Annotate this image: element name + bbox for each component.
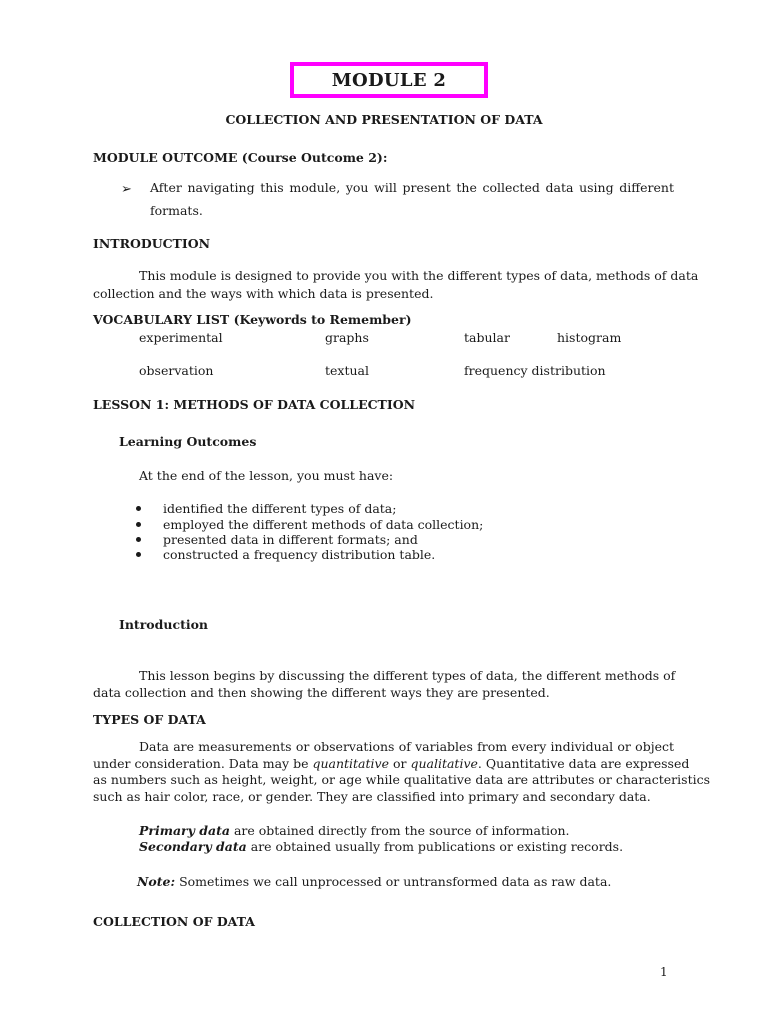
module-outcome-heading: MODULE OUTCOME (Course Outcome 2): — [93, 150, 388, 165]
vocab-term: observation — [139, 363, 214, 378]
vocab-term: histogram — [557, 330, 622, 345]
raw-data-note: Note: Sometimes we call unprocessed or untransformed data as raw data. — [137, 874, 612, 889]
learning-outcomes-lead: At the end of the lesson, you must have: — [139, 468, 394, 483]
lesson1-heading: LESSON 1: METHODS OF DATA COLLECTION — [93, 397, 416, 412]
vocab-term: graphs — [325, 330, 369, 345]
lesson-intro-heading: Introduction — [119, 617, 209, 632]
introduction-heading: INTRODUCTION — [93, 236, 211, 251]
vocab-term: tabular — [464, 330, 510, 345]
module-outcome-line1: After navigating this module, you will present the collected data using different — [150, 180, 674, 195]
types-para-line3: as numbers such as height, weight, or age while qualitative data are attributes or characteristics — [93, 772, 711, 787]
outcome-item: constructed a frequency distribution table. — [163, 547, 436, 562]
module-title: MODULE 2 — [290, 62, 488, 98]
outcome-item: employed the different methods of data collection; — [163, 517, 484, 532]
lesson-intro-line2: data collection and then showing the different ways they are presented. — [93, 685, 550, 700]
document-title: COLLECTION AND PRESENTATION OF DATA — [225, 112, 543, 127]
primary-data-definition: Primary data are obtained directly from the source of information. — [139, 823, 570, 838]
learning-outcomes-heading: Learning Outcomes — [119, 434, 257, 449]
secondary-data-definition: Secondary data are obtained usually from publications or existing records. — [139, 839, 624, 854]
types-para-line4: such as hair color, race, or gender. They are classified into primary and secondary data. — [93, 789, 651, 804]
vocabulary-heading: VOCABULARY LIST (Keywords to Remember) — [93, 312, 412, 327]
introduction-line2: collection and the ways with which data is presented. — [93, 286, 434, 301]
bullet-icon — [136, 548, 146, 558]
outcome-item: presented data in different formats; and — [163, 532, 418, 547]
types-para-line1: Data are measurements or observations of variables from every individual or object — [139, 739, 674, 754]
outcome-item: identified the different types of data; — [163, 501, 397, 516]
arrow-bullet-icon: ➢ — [121, 182, 132, 197]
bullet-icon — [136, 502, 146, 512]
module-outcome-line2: formats. — [150, 203, 203, 218]
vocab-term: frequency distribution — [464, 363, 606, 378]
types-para-line2: under consideration. Data may be quantitative or qualitative. Quantitative data are expressed — [93, 756, 690, 771]
vocab-term: experimental — [139, 330, 223, 345]
page-number: 1 — [660, 965, 668, 979]
introduction-line1: This module is designed to provide you with the different types of data, methods of data — [139, 268, 699, 283]
vocab-term: textual — [325, 363, 369, 378]
bullet-icon — [136, 533, 146, 543]
lesson-intro-line1: This lesson begins by discussing the different types of data, the different methods of — [139, 668, 676, 683]
types-of-data-heading: TYPES OF DATA — [93, 712, 206, 727]
bullet-icon — [136, 518, 146, 528]
collection-of-data-heading: COLLECTION OF DATA — [93, 914, 255, 929]
